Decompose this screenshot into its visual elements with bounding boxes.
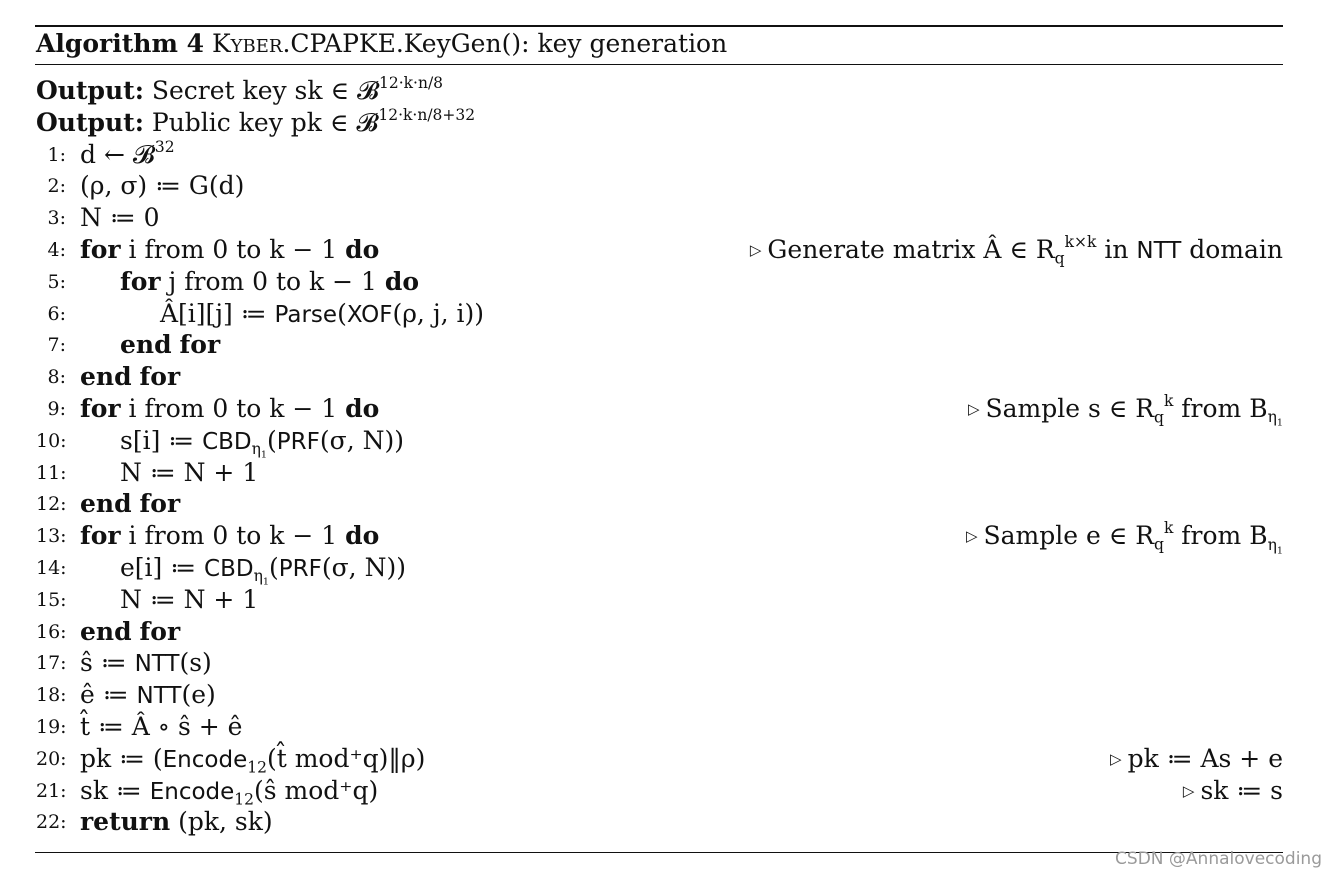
line-number: 8: <box>47 366 66 389</box>
line-code: (ρ, σ) ≔ G(d) <box>80 171 245 201</box>
algorithm-line <box>36 743 1283 775</box>
line-code: for i from 0 to k − 1 do <box>80 521 380 551</box>
algorithm-line <box>36 488 1283 520</box>
line-code: Â[i][j] ≔ Parse(XOF(ρ, j, i)) <box>160 298 484 328</box>
line-code: end for <box>80 489 181 519</box>
algorithm-line <box>36 647 1283 679</box>
line-comment: ▷ pk ≔ As + e <box>1110 743 1283 773</box>
title-rule <box>35 64 1283 65</box>
algorithm-line <box>36 552 1283 588</box>
line-number: 18: <box>36 684 67 707</box>
line-number: 10: <box>36 429 67 452</box>
comment-triangle-icon: ▷ <box>967 400 980 418</box>
line-number: 21: <box>36 779 67 802</box>
line-code: end for <box>80 362 181 392</box>
algorithm-line <box>36 234 1283 266</box>
line-number: 17: <box>36 652 67 675</box>
line-code: d ← 𝓑$^{32}$ <box>80 137 175 169</box>
algorithm-line <box>36 616 1283 648</box>
algorithm-line <box>36 139 1283 171</box>
line-code: N ≔ N + 1 <box>120 457 259 487</box>
algorithm-line <box>36 457 1283 489</box>
line-code: ê ≔ NTT(e) <box>80 680 216 710</box>
line-code: for i from 0 to k − 1 do <box>80 235 380 264</box>
algorithm-line <box>36 775 1283 807</box>
line-code: sk ≔ Encode$_{12}$(ŝ mod⁺q) <box>80 775 379 809</box>
algorithm-line <box>36 170 1283 202</box>
line-code: t̂ ≔ Â ∘ ŝ + ê <box>80 712 243 741</box>
line-code: for j from 0 to k − 1 do <box>120 266 420 296</box>
output-keyword: Output: <box>36 76 144 105</box>
line-code: e[i] ≔ $CBD_{\eta_1}(PRF(\sigma$, N)) <box>120 553 406 588</box>
line-number: 11: <box>36 461 67 484</box>
algorithm-line <box>36 361 1283 393</box>
comment-triangle-icon: ▷ <box>965 527 978 546</box>
line-number: 22: <box>36 811 67 834</box>
line-number: 5: <box>47 270 66 293</box>
comment-triangle-icon: ▷ <box>1182 781 1195 800</box>
line-code: N ≔ 0 <box>80 203 160 233</box>
line-code: end for <box>120 330 221 360</box>
output-line: Output: Public key pk ∈ 𝓑$^{12\cdot k\cdot n/8+32}$ <box>36 105 476 137</box>
algorithm-title: Algorithm 4 Kyber.CPAPKE.KeyGen(): key generation <box>36 29 728 58</box>
line-number: 7: <box>47 334 66 357</box>
comment-triangle-icon: ▷ <box>1110 749 1122 768</box>
line-number: 12: <box>36 493 67 516</box>
line-number: 16: <box>36 620 67 643</box>
line-code: ŝ ≔ NTT(s) <box>80 648 212 678</box>
line-number: 9: <box>47 398 66 420</box>
line-number: 1: <box>47 143 66 166</box>
comment-triangle-icon: ▷ <box>749 241 762 259</box>
algorithm-line <box>36 806 1283 838</box>
algorithm-line <box>36 679 1283 711</box>
line-code: for i from 0 to k − 1 do <box>80 394 380 423</box>
line-number: 3: <box>47 207 66 230</box>
line-number: 4: <box>47 239 66 261</box>
output-line: Output: Secret key sk ∈ 𝓑$^{12\cdot k\cdot n/8}$ <box>36 74 444 105</box>
top-rule <box>35 25 1283 27</box>
algorithm-line <box>36 266 1283 298</box>
line-code: end for <box>80 616 181 646</box>
line-comment: ▷ sk ≔ s <box>1182 775 1283 805</box>
algorithm-line <box>36 392 1283 429</box>
line-number: 6: <box>47 302 66 325</box>
bottom-rule <box>35 852 1283 853</box>
line-number: 2: <box>47 175 66 198</box>
algorithm-line <box>36 329 1283 361</box>
line-code: pk ≔ (Encode$_{12}$(t̂ mod⁺q)‖ρ) <box>80 743 426 777</box>
line-number: 15: <box>36 588 67 611</box>
algorithm-line <box>36 202 1283 234</box>
output-keyword: Output: <box>36 107 144 137</box>
algorithm-line <box>36 298 1283 330</box>
line-number: 19: <box>36 716 67 738</box>
algorithm-line <box>36 425 1283 461</box>
algorithm-line <box>36 711 1283 743</box>
line-comment: ▷ Sample s ∈ $R_q^k$ from $B_{\eta_1}$ <box>967 392 1283 429</box>
line-number: 13: <box>36 525 67 548</box>
line-comment: ▷ Sample e ∈ $R_q^k$ from $B_{\eta_1}$ <box>965 519 1283 556</box>
line-code: N ≔ N + 1 <box>120 584 259 614</box>
algorithm-line <box>36 584 1283 616</box>
line-code: return (pk, sk) <box>80 807 273 837</box>
line-number: 14: <box>36 557 67 579</box>
watermark: CSDN @Annalovecoding <box>1115 849 1322 869</box>
line-comment: ▷ Generate matrix Â ∈ $R_q^{k\times k}$ in NTT domain <box>749 233 1283 268</box>
algorithm-line <box>36 519 1283 556</box>
line-code: s[i] ≔ $CBD_{\eta_1}(PRF(\sigma$, N)) <box>120 425 404 461</box>
line-number: 20: <box>36 747 67 770</box>
